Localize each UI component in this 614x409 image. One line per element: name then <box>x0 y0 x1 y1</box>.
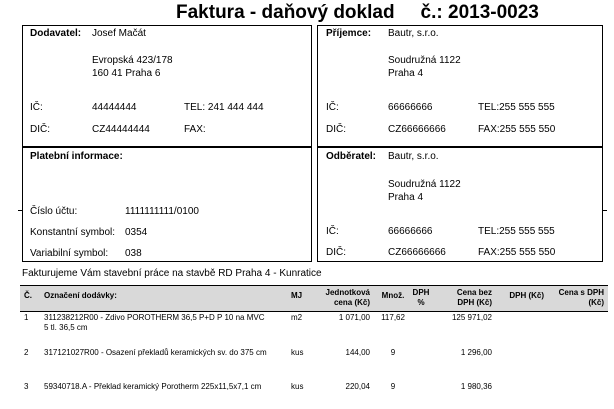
row-net: 125 971,02 <box>451 313 492 322</box>
buyer-ic-label: IČ: <box>326 226 339 237</box>
col-header-vat-amount: DPH (Kč) <box>509 291 544 300</box>
supplier-dic-label: DIČ: <box>30 124 50 135</box>
buyer-fax: FAX:255 555 550 <box>478 247 556 258</box>
intro-text: Fakturujeme Vám stavební práce na stavbě RD Praha 4 - Kunratice <box>22 268 322 279</box>
right-edge-tick <box>603 210 607 211</box>
recipient-city: Praha 4 <box>388 68 424 79</box>
row-item: 311238212R00 - Zdivo POROTHERM 36,5 P+D P 10 na MVC <box>44 313 265 322</box>
row-price: 144,00 <box>345 348 370 357</box>
recipient-ic-label: IČ: <box>326 102 339 113</box>
constant-symbol-label: Konstantní symbol: <box>30 227 116 238</box>
col-header-num: Č. <box>24 291 32 300</box>
row-num: 1 <box>24 313 29 322</box>
row-net: 1 296,00 <box>460 348 492 357</box>
row-num: 3 <box>24 382 29 391</box>
row-qty: 117,62 <box>381 313 405 322</box>
recipient-dic: CZ66666666 <box>388 124 446 135</box>
supplier-fax: FAX: <box>184 124 206 135</box>
supplier-name: Josef Mačát <box>92 28 146 39</box>
buyer-name: Bautr, s.r.o. <box>388 151 439 162</box>
col-header-price-line2: cena (Kč) <box>333 298 370 307</box>
row-qty: 9 <box>390 382 396 391</box>
row-item: 317121027R00 - Osazení překladů keramických sv. do 375 cm <box>44 348 267 357</box>
col-header-vat-rate <box>410 288 432 308</box>
col-header-vat-line2: % <box>417 298 425 307</box>
col-header-gross-line2: (Kč) <box>588 298 604 307</box>
invoice-title-label: Faktura - daňový doklad <box>176 2 395 23</box>
supplier-heading: Dodavatel: <box>30 28 82 39</box>
buyer-tel: TEL:255 555 555 <box>478 226 555 237</box>
supplier-dic: CZ44444444 <box>92 124 150 135</box>
buyer-dic-label: DIČ: <box>326 247 346 258</box>
buyer-city: Praha 4 <box>388 192 424 203</box>
variable-symbol-label: Variabilní symbol: <box>30 248 109 259</box>
row-item-continued: 5 tl. 36,5 cm <box>44 323 88 332</box>
payment-box <box>22 147 312 262</box>
row-num: 2 <box>24 348 29 357</box>
variable-symbol: 038 <box>125 248 142 259</box>
col-header-gross <box>548 288 604 308</box>
recipient-fax: FAX:255 555 550 <box>478 124 556 135</box>
col-header-price <box>312 288 370 308</box>
buyer-box <box>317 147 603 262</box>
supplier-street: Evropská 423/178 <box>92 55 173 66</box>
account-label: Číslo účtu: <box>30 206 78 217</box>
supplier-ic: 44444444 <box>92 102 137 113</box>
row-unit: kus <box>291 348 304 357</box>
row-price: 220,04 <box>345 382 370 391</box>
invoice-number: č.: 2013-0023 <box>420 2 539 23</box>
col-header-gross-line1: Cena s DPH <box>558 288 604 297</box>
supplier-tel: TEL: 241 444 444 <box>184 102 264 113</box>
recipient-street: Soudružná 1122 <box>388 55 461 66</box>
buyer-ic: 66666666 <box>388 226 433 237</box>
row-qty: 9 <box>390 348 396 357</box>
buyer-dic: CZ66666666 <box>388 247 446 258</box>
col-header-net-line1: Cena bez <box>456 288 492 297</box>
account-number: 1111111111/0100 <box>125 206 199 217</box>
col-header-qty: Množ. <box>381 291 405 300</box>
buyer-street: Soudružná 1122 <box>388 179 461 190</box>
col-header-net-line2: DPH (Kč) <box>457 298 492 307</box>
row-item: 59340718.A - Překlad keramický Porotherm 225x11,5x7,1 cm <box>44 382 262 391</box>
row-net: 1 980,36 <box>460 382 492 391</box>
recipient-dic-label: DIČ: <box>326 124 346 135</box>
supplier-ic-label: IČ: <box>30 102 43 113</box>
col-header-net <box>440 288 492 308</box>
col-header-unit: MJ <box>291 291 303 300</box>
row-price: 1 071,00 <box>338 313 370 322</box>
row-unit: kus <box>291 382 304 391</box>
col-header-item: Označení dodávky: <box>44 291 117 300</box>
supplier-box <box>22 25 312 147</box>
row-unit: m2 <box>291 313 303 322</box>
left-edge-tick <box>18 210 22 211</box>
invoice-title <box>176 2 539 24</box>
col-header-price-line1: Jednotková <box>325 288 370 297</box>
recipient-name: Bautr, s.r.o. <box>388 28 439 39</box>
col-header-vat-line1: DPH <box>412 288 430 297</box>
recipient-heading: Příjemce: <box>326 28 372 39</box>
recipient-ic: 66666666 <box>388 102 433 113</box>
buyer-heading: Odběratel: <box>326 151 377 162</box>
supplier-city: 160 41 Praha 6 <box>92 68 161 79</box>
payment-heading: Platební informace: <box>30 151 123 162</box>
constant-symbol: 0354 <box>125 227 148 238</box>
recipient-box <box>317 25 603 147</box>
recipient-tel: TEL:255 555 555 <box>478 102 555 113</box>
